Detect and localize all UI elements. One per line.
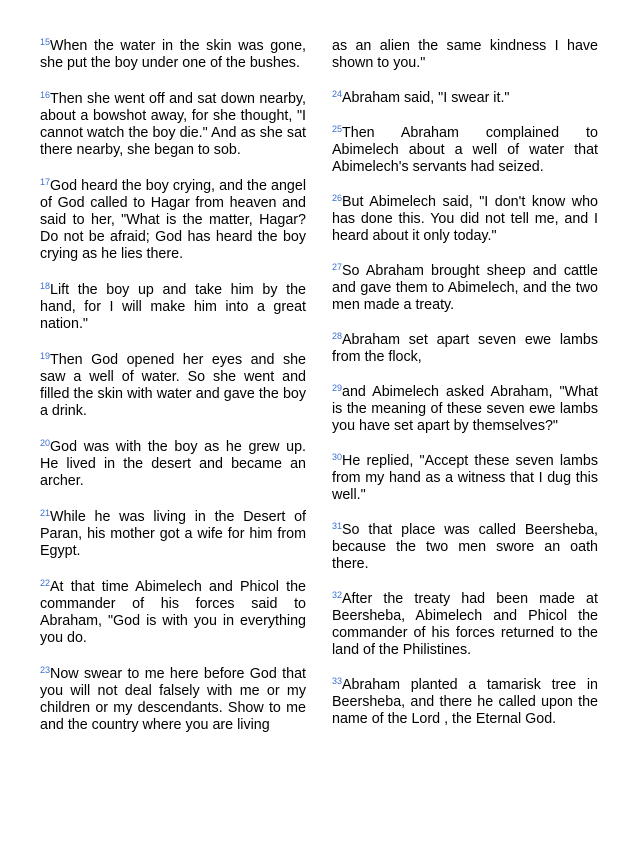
verse (332, 677, 598, 728)
verse-text: as an alien the same kindness I have shown to you." (332, 38, 598, 71)
right-column (332, 38, 598, 746)
verse (332, 591, 598, 659)
verse-number: 21 (40, 508, 51, 518)
verse-number: 23 (40, 665, 51, 675)
verse-text: He replied, "Accept these seven lambs from my hand as a witness that I dug this well." (332, 453, 598, 503)
verse-number: 25 (332, 124, 343, 134)
verse-text: and Abimelech asked Abraham, "What is the meaning of these seven ewe lambs you have set apart by themselves?" (332, 384, 598, 434)
verse (332, 125, 598, 176)
verse-number: 20 (40, 438, 51, 448)
verse-text: When the water in the skin was gone, she put the boy under one of the bushes. (40, 38, 306, 71)
verse-text: Abraham said, "I swear it." (342, 90, 510, 106)
verse-number: 33 (332, 676, 343, 686)
verse-text: Then she went off and sat down nearby, about a bowshot away, for she thought, "I cannot watch the boy die." And as she sat there nearby, she began to sob. (40, 91, 306, 158)
verse (40, 178, 306, 263)
verse (40, 282, 306, 333)
verse-text: Then Abraham complained to Abimelech about a well of water that Abimelech's servants had seized. (332, 125, 598, 175)
verse (332, 263, 598, 314)
verse-number: 31 (332, 521, 343, 531)
verse-text: God heard the boy crying, and the angel of God called to Hagar from heaven and said to her, "What is the matter, Hagar? Do not be afraid; God has heard the boy crying as he lies there. (40, 178, 306, 262)
verse-text: God was with the boy as he grew up. He lived in the desert and became an archer. (40, 439, 306, 489)
verse (332, 194, 598, 245)
verse (332, 522, 598, 573)
verse-number: 24 (332, 89, 343, 99)
verse-text: Now swear to me here before God that you will not deal falsely with me or my children or my descendants. Show to me and the country where you are living (40, 666, 306, 733)
verse-text: Abraham set apart seven ewe lambs from the flock, (332, 332, 598, 365)
verse (40, 666, 306, 734)
verse-text: Then God opened her eyes and she saw a well of water. So she went and filled the skin with water and gave the boy a drink. (40, 352, 306, 419)
verse-text: At that time Abimelech and Phicol the commander of his forces said to Abraham, "God is with you in everything you do. (40, 579, 306, 646)
verse (332, 90, 598, 107)
verse-number: 19 (40, 351, 51, 361)
verse (40, 439, 306, 490)
verse-number: 16 (40, 90, 51, 100)
verse-number: 28 (332, 331, 343, 341)
verse-text: While he was living in the Desert of Paran, his mother got a wife for him from Egypt. (40, 509, 306, 559)
verse (40, 352, 306, 420)
verse-text: So that place was called Beersheba, because the two men swore an oath there. (332, 522, 598, 572)
verse-number: 17 (40, 177, 51, 187)
verse-text: Abraham planted a tamarisk tree in Beersheba, and there he called upon the name of the Lord , the Eternal God. (332, 677, 598, 727)
verse (40, 38, 306, 72)
verse-number: 27 (332, 262, 343, 272)
verse-number: 32 (332, 590, 343, 600)
verse-text: But Abimelech said, "I don't know who has done this. You did not tell me, and I heard about it only today." (332, 194, 598, 244)
verse-continuation (332, 38, 598, 72)
verse (332, 332, 598, 366)
verse-number: 26 (332, 193, 343, 203)
verse (40, 579, 306, 647)
verse-number: 18 (40, 281, 51, 291)
verse (332, 453, 598, 504)
left-column (40, 38, 306, 753)
verse (40, 509, 306, 560)
verse-number: 15 (40, 37, 51, 47)
verse-text: So Abraham brought sheep and cattle and gave them to Abimelech, and the two men made a treaty. (332, 263, 598, 313)
verse-number: 29 (332, 383, 343, 393)
verse-number: 30 (332, 452, 343, 462)
verse-text: After the treaty had been made at Beersheba, Abimelech and Phicol the commander of his forces returned to the land of the Philistines. (332, 591, 598, 658)
verse-text: Lift the boy up and take him by the hand, for I will make him into a great nation." (40, 282, 306, 332)
verse (40, 91, 306, 159)
verse-number: 22 (40, 578, 51, 588)
verse (332, 384, 598, 435)
